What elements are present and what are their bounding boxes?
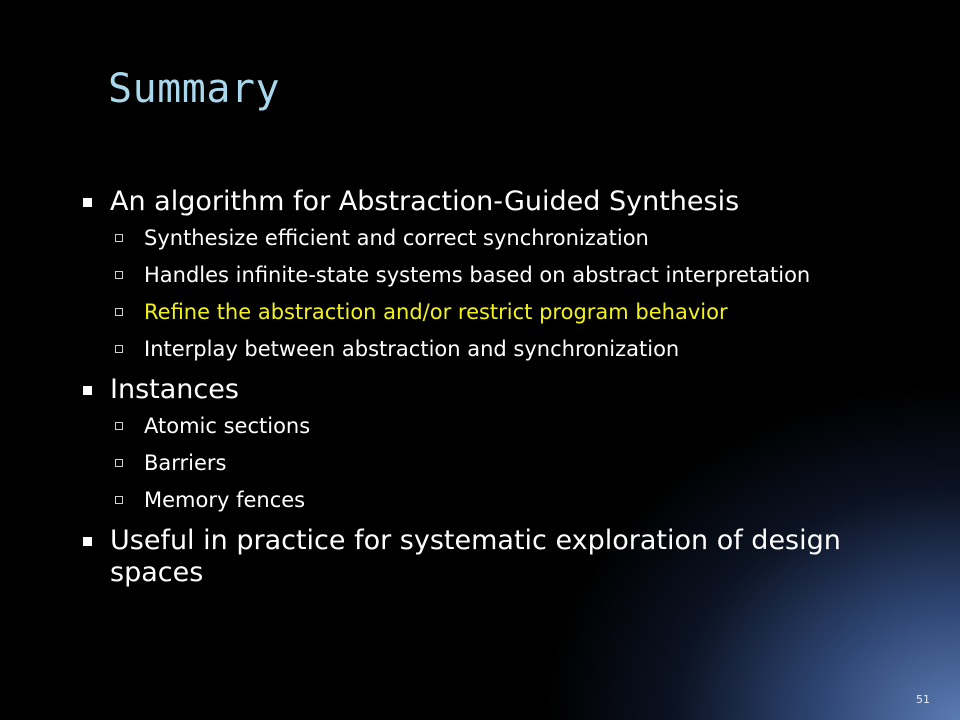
bullet-item bbox=[80, 374, 940, 406]
bullet-text: Useful in practice for systematic exploration of design spaces bbox=[110, 525, 841, 588]
bullet-text: Instances bbox=[110, 374, 239, 405]
sub-bullet-item bbox=[80, 488, 940, 512]
hollow-square-bullet-icon bbox=[115, 496, 123, 504]
bullet-list bbox=[80, 186, 940, 597]
sub-bullet-text: Barriers bbox=[144, 451, 227, 475]
sub-bullet-item bbox=[80, 451, 940, 475]
page-number: 51 bbox=[916, 693, 930, 706]
hollow-square-bullet-icon bbox=[115, 459, 123, 467]
sub-bullet-item bbox=[80, 226, 940, 250]
hollow-square-bullet-icon bbox=[115, 422, 123, 430]
sub-bullet-item bbox=[80, 414, 940, 438]
sub-bullet-text: Atomic sections bbox=[144, 414, 311, 438]
hollow-square-bullet-icon bbox=[115, 345, 123, 353]
sub-bullet-item-highlighted bbox=[80, 300, 940, 324]
bullet-text: An algorithm for Abstraction-Guided Synthesis bbox=[110, 186, 740, 217]
bullet-item bbox=[80, 186, 940, 218]
sub-bullet-text: Interplay between abstraction and synchronization bbox=[144, 337, 680, 361]
sub-bullet-text: Synthesize efficient and correct synchronization bbox=[144, 226, 649, 250]
sub-bullet-text: Refine the abstraction and/or restrict program behavior bbox=[144, 300, 728, 324]
square-bullet-icon bbox=[83, 198, 92, 207]
sub-bullet-item bbox=[80, 263, 940, 287]
hollow-square-bullet-icon bbox=[115, 271, 123, 279]
square-bullet-icon bbox=[83, 386, 92, 395]
bullet-item bbox=[80, 525, 940, 589]
hollow-square-bullet-icon bbox=[115, 308, 123, 316]
hollow-square-bullet-icon bbox=[115, 234, 123, 242]
square-bullet-icon bbox=[83, 537, 92, 546]
slide-title: Summary bbox=[108, 66, 281, 112]
sub-bullet-text: Memory fences bbox=[144, 488, 306, 512]
sub-bullet-text: Handles infinite-state systems based on abstract interpretation bbox=[144, 263, 811, 287]
sub-bullet-item bbox=[80, 337, 940, 361]
